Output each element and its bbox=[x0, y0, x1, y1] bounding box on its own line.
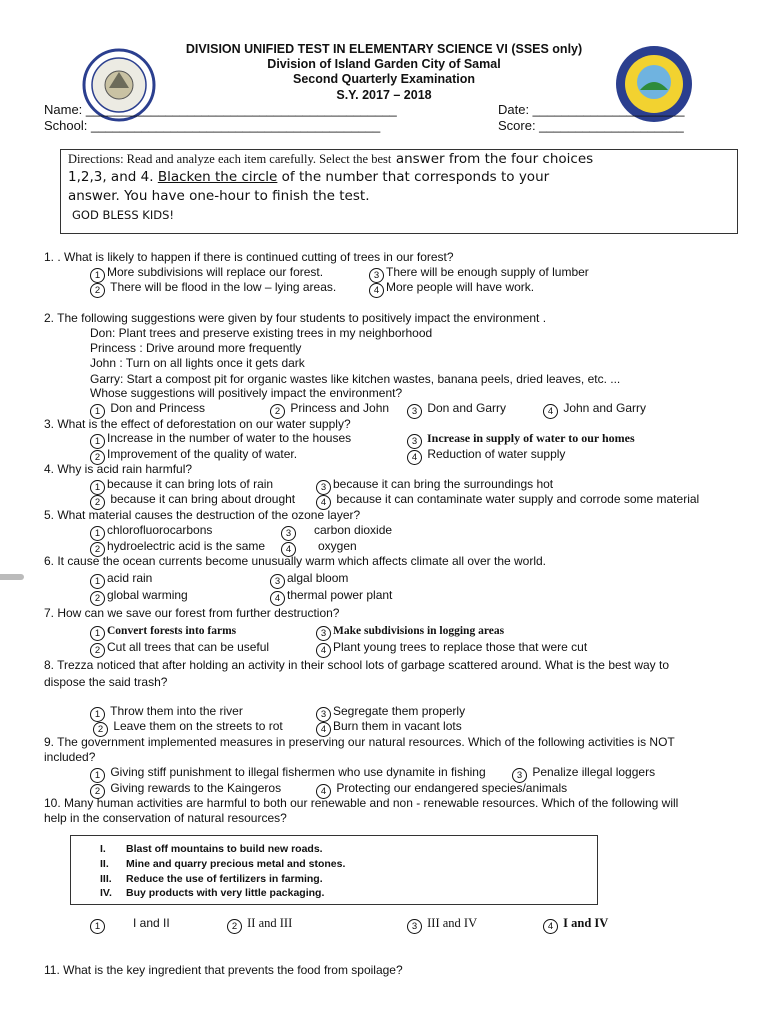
q8-option-1[interactable]: 1 Throw them into the river bbox=[90, 704, 243, 722]
q3-option-3[interactable]: 3 Increase in supply of water to our homes bbox=[407, 431, 635, 449]
date-field[interactable]: Date: _____________________ bbox=[498, 102, 685, 117]
exam-period: Second Quarterly Examination bbox=[293, 72, 475, 86]
q10-option-4[interactable]: 4 I and IV bbox=[543, 916, 608, 934]
question-10-cont: help in the conservation of natural resources? bbox=[44, 811, 287, 825]
q10-option-1[interactable]: 1 I and II bbox=[90, 916, 170, 934]
q3-option-1[interactable]: 1 Increase in the number of water to the houses bbox=[90, 431, 351, 449]
q8-option-3[interactable]: 3 Segregate them properly bbox=[316, 704, 465, 722]
q10-statement-2: Mine and quarry precious metal and stones. bbox=[126, 858, 346, 870]
question-6: 6. It cause the ocean currents become unusually warm which affects climate all over the world. bbox=[44, 554, 547, 568]
question-10: 10. Many human activities are harmful to both our renewable and non - renewable resources. Which of the following will bbox=[44, 796, 679, 810]
q10-statement-1: Blast off mountains to build new roads. bbox=[126, 843, 323, 855]
q10-roman-4: IV. bbox=[100, 887, 112, 899]
q3-option-2[interactable]: 2 Improvement of the quality of water. bbox=[90, 447, 297, 465]
name-field[interactable]: Name: ___________________________________________ bbox=[44, 102, 397, 117]
q2-option-3[interactable]: 3 Don and Garry bbox=[407, 401, 506, 419]
q2-prompt: Whose suggestions will positively impact the environment? bbox=[90, 386, 403, 400]
q5-option-1[interactable]: 1 chlorofluorocarbons bbox=[90, 523, 212, 541]
school-year: S.Y. 2017 – 2018 bbox=[336, 88, 432, 102]
question-8-cont: dispose the said trash? bbox=[44, 675, 168, 689]
question-1: 1. . What is likely to happen if there is continued cutting of trees in our forest? bbox=[44, 250, 454, 264]
q7-option-4[interactable]: 4 Plant young trees to replace those that were cut bbox=[316, 640, 587, 658]
q5-option-3[interactable]: 3 carbon dioxide bbox=[281, 523, 392, 541]
question-4: 4. Why is acid rain harmful? bbox=[44, 462, 193, 476]
q10-statement-4: Buy products with very little packaging. bbox=[126, 887, 325, 899]
q4-option-4[interactable]: 4 because it can contaminate water supply and corrode some material bbox=[316, 492, 699, 510]
question-11: 11. What is the key ingredient that prevents the food from spoilage? bbox=[44, 963, 403, 977]
question-5: 5. What material causes the destruction of the ozone layer? bbox=[44, 508, 361, 522]
q5-option-4[interactable]: 4 oxygen bbox=[281, 539, 357, 557]
q10-roman-1: I. bbox=[100, 843, 106, 855]
q10-roman-2: II. bbox=[100, 858, 109, 870]
q8-option-2[interactable]: 2 Leave them on the streets to rot bbox=[93, 719, 283, 737]
q1-option-2[interactable]: 2 There will be flood in the low – lying areas. bbox=[90, 280, 336, 298]
q4-option-1[interactable]: 1 because it can bring lots of rain bbox=[90, 477, 273, 495]
q4-option-3[interactable]: 3 because it can bring the surroundings hot bbox=[316, 477, 553, 495]
directions-line1: Directions: Read and analyze each item carefully. Select the best answer from the four choices bbox=[68, 151, 594, 167]
q5-option-2[interactable]: 2 hydroelectric acid is the same bbox=[90, 539, 265, 557]
q6-option-4[interactable]: 4 thermal power plant bbox=[270, 588, 392, 606]
q10-statement-3: Reduce the use of fertilizers in farming. bbox=[126, 873, 323, 885]
q2-option-2[interactable]: 2 Princess and John bbox=[270, 401, 389, 419]
q9-option-2[interactable]: 2 Giving rewards to the Kaingeros bbox=[90, 781, 281, 799]
q6-option-2[interactable]: 2 global warming bbox=[90, 588, 188, 606]
q6-option-3[interactable]: 3 algal bloom bbox=[270, 571, 348, 589]
q4-option-2[interactable]: 2 because it can bring about drought bbox=[90, 492, 295, 510]
q2-option-4[interactable]: 4 John and Garry bbox=[543, 401, 646, 419]
q2-suggestion-princess: Princess : Drive around more frequently bbox=[90, 341, 302, 355]
q10-roman-3: III. bbox=[100, 873, 112, 885]
question-3: 3. What is the effect of deforestation on our water supply? bbox=[44, 417, 351, 431]
q1-option-1[interactable]: 1 More subdivisions will replace our forest. bbox=[90, 265, 323, 283]
page-scroll-tab[interactable] bbox=[0, 574, 24, 580]
question-7: 7. How can we save our forest from further destruction? bbox=[44, 606, 340, 620]
question-8: 8. Trezza noticed that after holding an activity in their school lots of garbage scattered around. What is the best way to bbox=[44, 658, 670, 672]
q1-option-4[interactable]: 4 More people will have work. bbox=[369, 280, 534, 298]
exam-title: DIVISION UNIFIED TEST IN ELEMENTARY SCIENCE VI (SSES only) bbox=[185, 42, 583, 56]
q7-option-3[interactable]: 3 Make subdivisions in logging areas bbox=[316, 623, 504, 641]
q2-suggestion-garry: Garry: Start a compost pit for organic wastes like kitchen wastes, banana peels, dried leaves, etc. ... bbox=[90, 372, 621, 386]
directions-line2: 1,2,3, and 4. Blacken the circle of the number that corresponds to your bbox=[68, 169, 550, 185]
q9-option-3[interactable]: 3 Penalize illegal loggers bbox=[512, 765, 655, 783]
q3-option-4[interactable]: 4 Reduction of water supply bbox=[407, 447, 565, 465]
score-field[interactable]: Score: ____________________ bbox=[498, 118, 684, 133]
division-name: Division of Island Garden City of Samal bbox=[267, 57, 501, 71]
q9-option-1[interactable]: 1 Giving stiff punishment to illegal fishermen who use dynamite in fishing bbox=[90, 765, 486, 783]
q1-option-3[interactable]: 3 There will be enough supply of lumber bbox=[369, 265, 589, 283]
q2-suggestion-john: John : Turn on all lights once it gets dark bbox=[90, 356, 305, 370]
q2-option-1[interactable]: 1 Don and Princess bbox=[90, 401, 205, 419]
q10-option-3[interactable]: 3 III and IV bbox=[407, 916, 477, 934]
q9-option-4[interactable]: 4 Protecting our endangered species/animals bbox=[316, 781, 567, 799]
q10-option-2[interactable]: 2 II and III bbox=[227, 916, 292, 934]
school-field[interactable]: School: ________________________________________ bbox=[44, 118, 381, 133]
question-2: 2. The following suggestions were given by four students to positively impact the environment . bbox=[44, 311, 547, 325]
q8-option-4[interactable]: 4 Burn them in vacant lots bbox=[316, 719, 462, 737]
question-9-cont: included? bbox=[44, 750, 96, 764]
question-9: 9. The government implemented measures in preserving our natural resources. Which of the following activities is NOT bbox=[44, 735, 675, 749]
directions-line3: answer. You have one-hour to finish the test. bbox=[68, 188, 370, 204]
q7-option-1[interactable]: 1 Convert forests into farms bbox=[90, 623, 236, 641]
q2-suggestion-don: Don: Plant trees and preserve existing trees in my neighborhood bbox=[90, 326, 433, 340]
blessing: GOD BLESS KIDS! bbox=[72, 208, 174, 222]
q7-option-2[interactable]: 2 Cut all trees that can be useful bbox=[90, 640, 269, 658]
q6-option-1[interactable]: 1 acid rain bbox=[90, 571, 152, 589]
